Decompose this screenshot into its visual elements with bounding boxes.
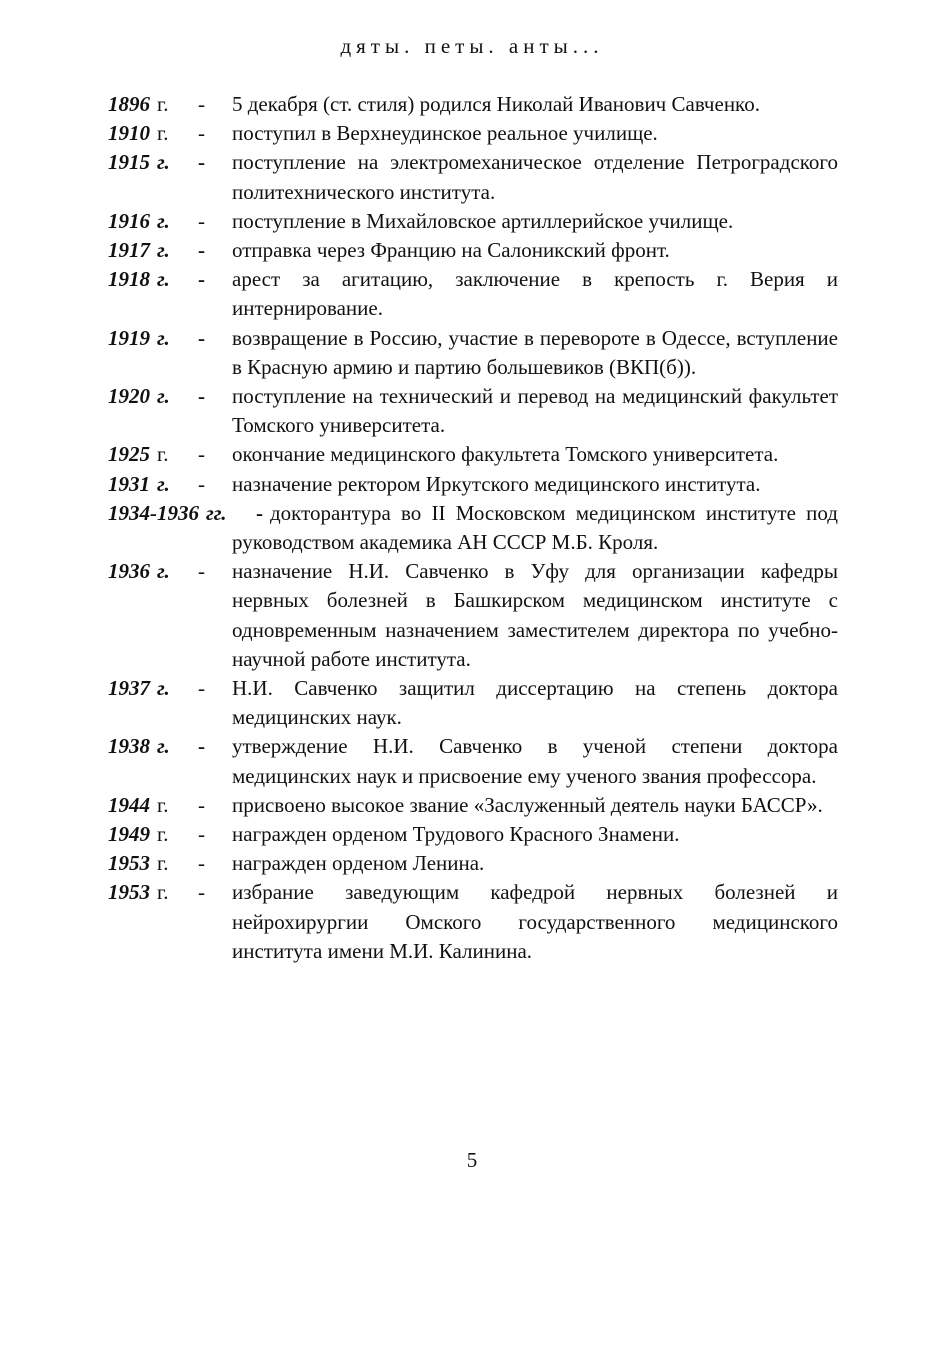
entry-year: 1949	[108, 822, 150, 847]
entry-year-suffix: г.	[157, 676, 170, 701]
entry-date	[108, 849, 169, 878]
entry-description: поступление на электромеханическое отделение Петроградского политехнического института.	[232, 150, 838, 204]
entry-year-suffix: г.	[157, 150, 170, 175]
entry-description: поступление на технический и перевод на медицинский факультет Томского университета.	[232, 384, 838, 438]
page-number: 5	[466, 1148, 478, 1172]
chronology-entry	[108, 207, 838, 236]
entry-dash: -	[198, 880, 205, 905]
entry-dash: -	[198, 676, 205, 701]
entry-year-suffix: г.	[157, 92, 169, 116]
entry-year: 1953	[108, 851, 150, 876]
chronology-entry	[108, 557, 838, 674]
entry-year: 1918	[108, 267, 150, 292]
entry-year: 1919	[108, 325, 150, 350]
entry-year: 1896	[108, 92, 150, 116]
chronology-entry	[108, 324, 838, 382]
chronology-entry	[108, 148, 838, 206]
entry-year: 1915	[108, 150, 150, 175]
entry-date	[108, 265, 170, 294]
entry-year-suffix: г.	[157, 822, 169, 847]
entry-year-suffix: г.	[157, 325, 170, 350]
entry-description: 5 декабря (ст. стиля) родился Николай Иванович Савченко.	[232, 92, 760, 116]
entry-year-suffix: г.	[157, 559, 170, 584]
entry-year-suffix: г.	[157, 792, 169, 817]
chronology-entry	[108, 499, 838, 557]
entry-year: 1931	[108, 471, 150, 496]
entry-dash: -	[198, 208, 205, 233]
entry-date	[108, 732, 170, 761]
entry-date	[108, 119, 169, 148]
entry-description: избрание заведующим кафедрой нервных болезней и нейрохирургии Омского государственного медицинского института имени М.И. Калинина.	[232, 880, 838, 963]
entry-year-suffix: г.	[157, 734, 170, 759]
entry-year-suffix: г.	[157, 208, 170, 233]
entry-description: присвоено высокое звание «Заслуженный деятель науки БАССР».	[232, 792, 823, 817]
entry-description: поступление в Михайловское артиллерийское училище.	[232, 208, 734, 233]
entry-description: поступил в Верхнеудинское реальное училище.	[232, 121, 658, 146]
entry-date	[108, 557, 170, 586]
entry-year: 1920	[108, 384, 150, 409]
entry-date	[108, 90, 169, 119]
entry-description: назначение ректором Иркутского медицинского института.	[232, 471, 761, 496]
entry-date	[108, 382, 170, 411]
entry-dash: -	[198, 851, 205, 876]
entry-year: 1910	[108, 121, 150, 146]
entry-year: 1953	[108, 880, 150, 905]
entry-year-suffix: г.	[157, 442, 169, 467]
chronology-entry	[108, 440, 838, 469]
entry-date	[108, 207, 170, 236]
entry-date	[108, 236, 170, 265]
entry-dash: -	[198, 384, 205, 409]
entry-dash: -	[198, 822, 205, 847]
entry-year: 1936	[108, 559, 150, 584]
entry-date	[108, 324, 170, 353]
entry-dash: -	[198, 325, 205, 350]
entry-description: награжден орденом Трудового Красного Знамени.	[232, 822, 680, 847]
entry-year-suffix: г.	[157, 267, 170, 292]
entry-dash: -	[198, 238, 205, 263]
entry-date	[108, 820, 169, 849]
entry-date	[108, 674, 170, 703]
chronology-list	[108, 90, 838, 966]
entry-date	[108, 791, 169, 820]
chronology-entry	[108, 849, 838, 878]
entry-dash: -	[198, 150, 205, 175]
entry-dash: -	[198, 121, 205, 146]
chronology-entry	[108, 265, 838, 323]
chronology-entry	[108, 820, 838, 849]
entry-dash: -	[198, 792, 205, 817]
entry-year-suffix: г.	[157, 471, 170, 496]
chronology-entry	[108, 236, 838, 265]
entry-year-suffix: г.	[157, 880, 169, 905]
entry-date	[108, 470, 170, 499]
entry-description: окончание медицинского факультета Томского университета.	[232, 442, 779, 467]
chronology-entry	[108, 878, 838, 966]
chronology-entry	[108, 791, 838, 820]
entry-description: арест за агитацию, заключение в крепость г. Верия и интернирование.	[232, 267, 838, 321]
entry-description: утверждение Н.И. Савченко в ученой степени доктора медицинских наук и присвоение ему ученого звания профессора.	[232, 734, 838, 788]
chronology-entry	[108, 674, 838, 732]
chronology-entry	[108, 382, 838, 440]
entry-description: докторантура во II Московском медицинском институте под руководством академика АН СССР М.Б. Кроля.	[232, 500, 838, 555]
entry-date	[108, 878, 169, 907]
entry-year: 1937	[108, 676, 150, 701]
entry-year-suffix: г.	[157, 851, 169, 876]
entry-year-suffix: г.	[157, 384, 170, 409]
entry-description: награжден орденом Ленина.	[232, 851, 485, 876]
entry-dash: -	[198, 92, 205, 116]
entry-year: 1944	[108, 792, 150, 817]
entry-year-suffix: г.	[157, 121, 169, 146]
entry-year: 1934-1936	[108, 500, 199, 525]
chronology-entry	[108, 732, 838, 790]
entry-description: отправка через Францию на Салоникский фронт.	[232, 238, 670, 263]
entry-description: назначение Н.И. Савченко в Уфу для организации кафедры нервных болезней в Башкирском медицинском институте с одновременным назначением заместителем директора по учебно-научной работе института.	[232, 559, 838, 671]
entry-year: 1916	[108, 208, 150, 233]
entry-dash: -	[198, 442, 205, 467]
running-head: дяты. петы. анты...	[340, 34, 604, 58]
entry-year: 1917	[108, 238, 150, 263]
entry-description: Н.И. Савченко защитил диссертацию на степень доктора медицинских наук.	[232, 676, 838, 730]
chronology-entry	[108, 470, 838, 499]
entry-year-suffix: г.	[157, 238, 170, 263]
entry-dash: -	[198, 471, 205, 496]
entry-description: возвращение в Россию, участие в перевороте в Одессе, вступление в Красную армию и партию большевиков (ВКП(б)).	[232, 325, 838, 379]
chronology-entry	[108, 119, 838, 148]
entry-date	[108, 499, 226, 528]
entry-year: 1925	[108, 442, 150, 467]
entry-date	[108, 148, 170, 177]
entry-date	[108, 440, 169, 469]
entry-dash: -	[198, 734, 205, 759]
entry-year-suffix: гг.	[206, 500, 227, 525]
entry-dash: -	[256, 500, 263, 525]
chronology-entry	[108, 90, 838, 119]
entry-dash: -	[198, 267, 205, 292]
entry-year: 1938	[108, 734, 150, 759]
entry-dash: -	[198, 559, 205, 584]
